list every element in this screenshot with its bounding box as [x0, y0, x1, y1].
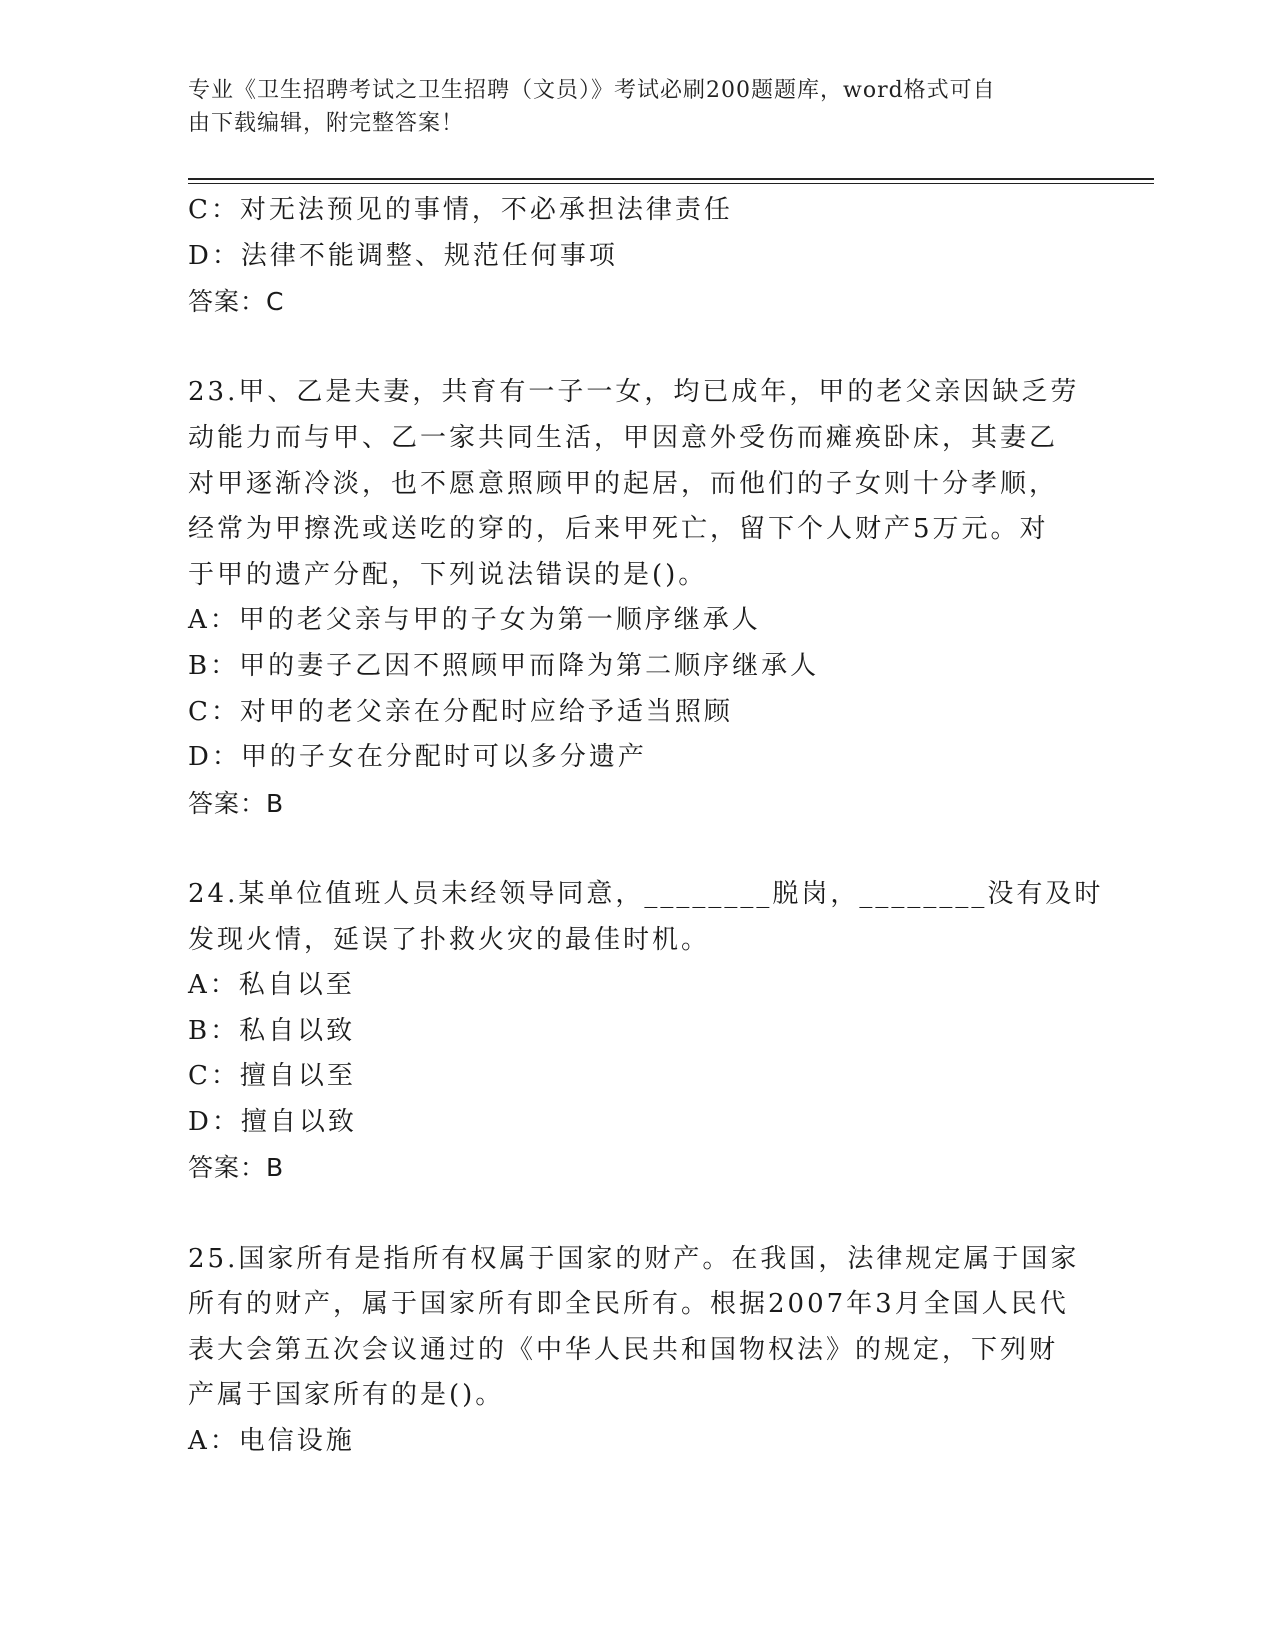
question-stem-line: 24.某单位值班人员未经领导同意，________脱岗，________没有及时 [188, 878, 1104, 909]
spacer [188, 826, 1088, 872]
question-25 [188, 1237, 1088, 1465]
answer-label: 答案：B [188, 788, 285, 818]
option-b: B：私自以致 [188, 1015, 356, 1046]
option-a: A：甲的老父亲与甲的子女为第一顺序继承人 [188, 605, 761, 636]
question-stem-line: 于甲的遗产分配，下列说法错误的是()。 [188, 559, 708, 590]
document-header [188, 74, 1068, 140]
option-b: B：甲的妻子乙因不照顾甲而降为第二顺序继承人 [188, 650, 820, 681]
option-c: C：对无法预见的事情，不必承担法律责任 [188, 195, 733, 225]
option-d: D：法律不能调整、规范任何事项 [188, 240, 618, 271]
question-stem-line: 发现火情，延误了扑救火灾的最佳时机。 [188, 924, 711, 955]
question-stem-line: 产属于国家所有的是()。 [188, 1380, 505, 1411]
document-body [188, 188, 1104, 1465]
spacer [188, 325, 1088, 371]
spacer [188, 1191, 1088, 1237]
question-stem-line: 25.国家所有是指所有权属于国家的财产。在我国，法律规定属于国家 [188, 1243, 1080, 1274]
option-a: A：私自以至 [188, 970, 355, 1001]
answer-label: 答案：C [188, 287, 285, 317]
option-c: C：擅自以至 [188, 1061, 356, 1092]
question-stem-line: 经常为甲擦洗或送吃的穿的，后来甲死亡，留下个人财产5万元。对 [188, 514, 1049, 545]
question-stem-line: 23.甲、乙是夫妻，共育有一子一女，均已成年，甲的老父亲因缺乏劳 [188, 377, 1080, 408]
question-stem-line: 对甲逐渐冷淡，也不愿意照顾甲的起居，而他们的子女则十分孝顺， [188, 468, 1059, 499]
question-stem-line: 所有的财产，属于国家所有即全民所有。根据2007年3月全国人民代 [188, 1289, 1069, 1320]
header-line-1: 专业《卫生招聘考试之卫生招聘（文员）》考试必刷200题题库，word格式可自 [188, 78, 996, 103]
option-d: D：擅自以致 [188, 1106, 357, 1137]
answer-label: 答案：B [188, 1153, 285, 1183]
option-c: C：对甲的老父亲在分配时应给予适当照顾 [188, 696, 733, 727]
question-stem-line: 表大会第五次会议通过的《中华人民共和国物权法》的规定，下列财 [188, 1334, 1059, 1365]
question-22-tail [188, 188, 1088, 325]
question-24 [188, 872, 1104, 1191]
question-stem-line: 动能力而与甲、乙一家共同生活，甲因意外受伤而瘫痪卧床，其妻乙 [188, 422, 1059, 453]
question-23 [188, 370, 1088, 826]
option-d: D：甲的子女在分配时可以多分遗产 [188, 742, 647, 773]
header-divider-thick [188, 178, 1154, 180]
header-line-2: 由下载编辑，附完整答案！ [188, 111, 465, 136]
header-divider-thin [188, 183, 1154, 184]
option-a: A：电信设施 [188, 1426, 355, 1457]
